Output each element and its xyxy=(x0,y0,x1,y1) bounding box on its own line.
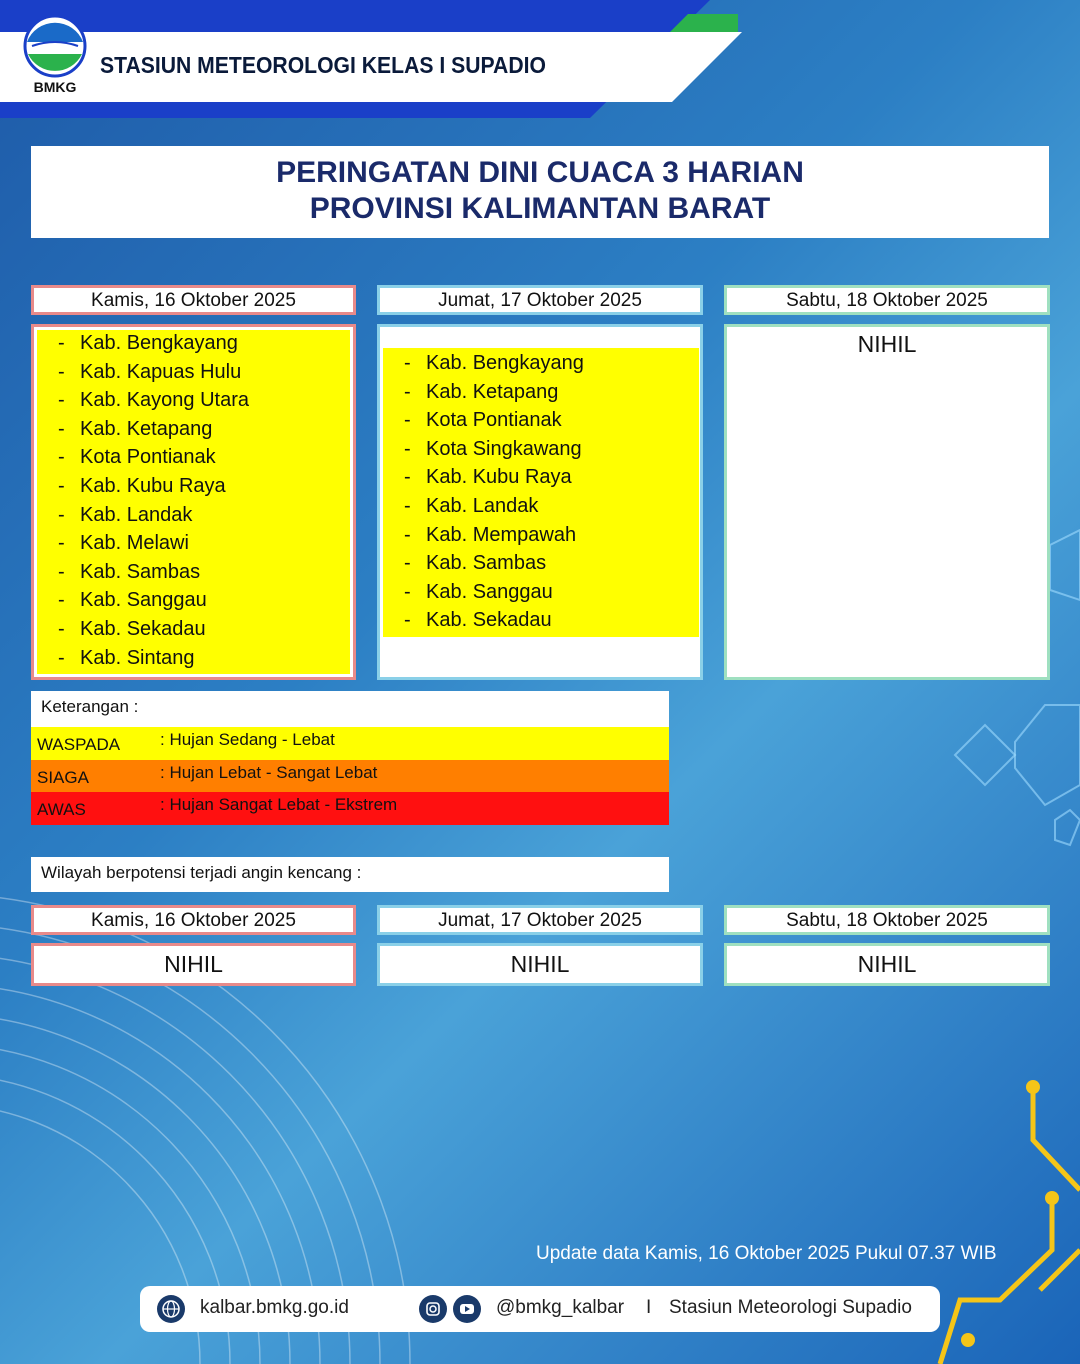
footer-bar xyxy=(140,1286,940,1332)
wind-day-1-header: Kamis, 16 Oktober 2025 xyxy=(31,905,356,935)
update-timestamp: Update data Kamis, 16 Oktober 2025 Pukul 07.37 WIB xyxy=(536,1243,997,1264)
area-item: - Kab. Sanggau xyxy=(404,578,584,607)
social-handle[interactable]: @bmkg_kalbar xyxy=(496,1297,625,1318)
area-item: - Kab. Sanggau xyxy=(58,586,249,615)
day-2-panel xyxy=(377,324,703,680)
area-item: - Kab. Landak xyxy=(404,492,584,521)
area-item: - Kab. Melawi xyxy=(58,529,249,558)
area-item: - Kab. Sekadau xyxy=(58,615,249,644)
station-name: STASIUN METEOROLOGI KELAS I SUPADIO xyxy=(100,52,546,78)
wind-day-2-value: NIHIL xyxy=(377,943,703,986)
legend-row-waspada xyxy=(31,727,669,760)
area-item: - Kab. Kayong Utara xyxy=(58,386,249,415)
area-item: - Kab. Bengkayang xyxy=(58,329,249,358)
area-item: - Kab. Kapuas Hulu xyxy=(58,358,249,387)
day-1-panel xyxy=(31,324,356,680)
title-line-2: PROVINSI KALIMANTAN BARAT xyxy=(309,192,771,225)
legend-level: SIAGA xyxy=(37,768,89,787)
day-1-header: Kamis, 16 Oktober 2025 xyxy=(31,285,356,315)
footer-station: Stasiun Meteorologi Supadio xyxy=(669,1297,912,1318)
svg-text:BMKG: BMKG xyxy=(33,79,77,95)
area-item: - Kab. Ketapang xyxy=(404,378,584,407)
day-3-panel xyxy=(724,324,1050,680)
day-3-header: Sabtu, 18 Oktober 2025 xyxy=(724,285,1050,315)
title-box xyxy=(31,146,1049,238)
day-2-area-list xyxy=(404,349,584,635)
area-item: - Kab. Ketapang xyxy=(58,415,249,444)
legend-level: WASPADA xyxy=(37,735,121,754)
instagram-icon[interactable] xyxy=(419,1295,447,1323)
day-1-area-list xyxy=(58,329,249,672)
globe-icon xyxy=(157,1295,185,1323)
website-link[interactable]: kalbar.bmkg.go.id xyxy=(200,1297,349,1318)
area-item: - Kab. Kubu Raya xyxy=(58,472,249,501)
legend-desc: : Hujan Lebat - Sangat Lebat xyxy=(160,763,378,782)
day-2-header: Jumat, 17 Oktober 2025 xyxy=(377,285,703,315)
area-item: - Kab. Bengkayang xyxy=(404,349,584,378)
area-item: - Kab. Sambas xyxy=(404,549,584,578)
area-item: - Kab. Sambas xyxy=(58,558,249,587)
area-item: - Kab. Sekadau xyxy=(404,606,584,635)
wind-title: Wilayah berpotensi terjadi angin kencang : xyxy=(31,857,669,892)
legend-desc: : Hujan Sangat Lebat - Ekstrem xyxy=(160,795,398,814)
area-item: - Kota Pontianak xyxy=(58,443,249,472)
area-item: - Kab. Kubu Raya xyxy=(404,463,584,492)
wind-day-3-value: NIHIL xyxy=(724,943,1050,986)
wind-day-3-header: Sabtu, 18 Oktober 2025 xyxy=(724,905,1050,935)
legend-row-awas xyxy=(31,792,669,825)
title-line-1: PERINGATAN DINI CUACA 3 HARIAN xyxy=(276,156,804,189)
bmkg-logo xyxy=(22,14,88,96)
area-item: - Kab. Mempawah xyxy=(404,521,584,550)
area-item: - Kab. Landak xyxy=(58,501,249,530)
footer-separator: I xyxy=(646,1297,652,1318)
youtube-icon[interactable] xyxy=(453,1295,481,1323)
day-3-nihil: NIHIL xyxy=(857,331,917,357)
legend-row-siaga xyxy=(31,760,669,793)
wind-day-2-header: Jumat, 17 Oktober 2025 xyxy=(377,905,703,935)
wind-day-1-value: NIHIL xyxy=(31,943,356,986)
legend-title: Keterangan : xyxy=(31,691,669,727)
legend-level: AWAS xyxy=(37,800,86,819)
legend-desc: : Hujan Sedang - Lebat xyxy=(160,730,335,749)
area-item: - Kota Pontianak xyxy=(404,406,584,435)
area-item: - Kota Singkawang xyxy=(404,435,584,464)
area-item: - Kab. Sintang xyxy=(58,644,249,673)
